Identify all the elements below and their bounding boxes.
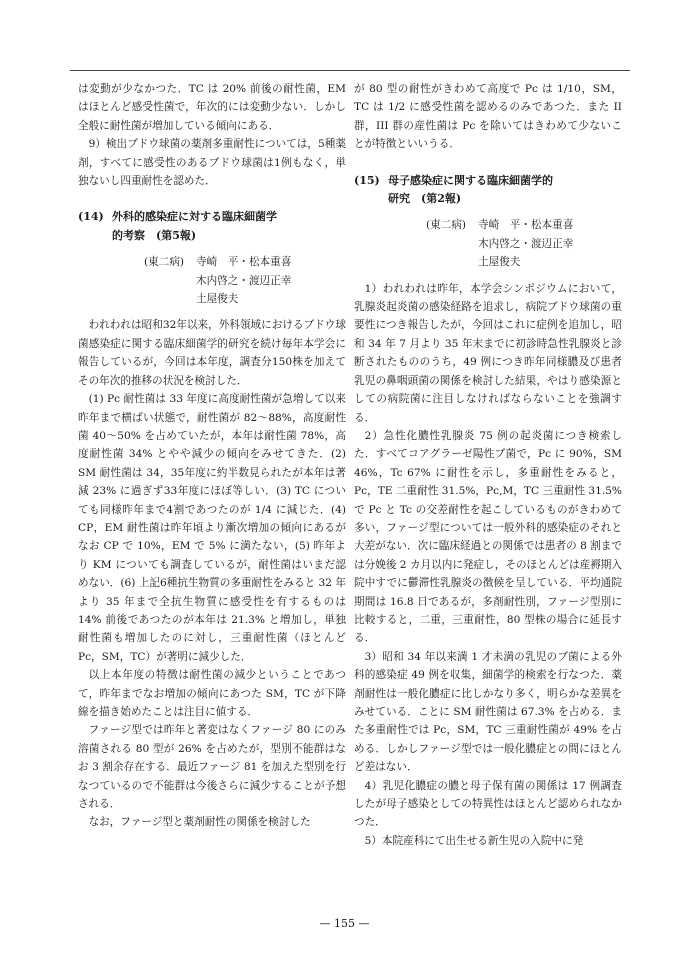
section-title-line-1: 外科的感染症に対する臨床細菌学 bbox=[112, 210, 277, 224]
right-column bbox=[354, 80, 622, 850]
page-number: — 155 — bbox=[319, 917, 370, 930]
section-title-line-2: 的考察 (第5報) bbox=[112, 228, 197, 242]
section-heading-15 bbox=[354, 172, 622, 209]
section-heading-14 bbox=[78, 208, 346, 245]
affiliation: (東二病) bbox=[144, 256, 185, 269]
spacer bbox=[354, 272, 622, 280]
section-title-line-1: 母子感染症に関する臨床細菌学的 bbox=[388, 173, 553, 187]
spacer bbox=[78, 245, 346, 253]
spacer bbox=[354, 154, 622, 172]
left-paragraph-4: (1) Pc 耐性菌は 33 年度に高度耐性菌が急増して以来昨年まで横ばい状態で，耐性菌が 82〜88%，高度耐性菌 40〜50% を占めていたが，本年は耐性菌 78%，高度耐性菌 34% とやや減少の傾向をみせてきた．(2) SM 耐性菌は 34，35年度に約半数見られたが本年は著減 23% に過ぎず33年度にほぼ等しい．(3) TC についても同様昨年まで4割であつたのが 1/4 に減じた．(4) CP，EM 耐性菌は昨年頃より漸次増加の傾向にあるがなお CP で 10%，EM で 5% に満たない，(5) 昨年より KM についても調査しているが，耐性菌はいまだ認めない．(6) 上記6種抗生物質の多重耐性をみると 32 年より 35 年まで全抗生物質に感受性を有するものは 14% 前後であつたのが本年は 21.3% と増加し，単独耐性菌も増加したのに対し，三重耐性菌（ほとんど Pc，SM，TC）が著明に減少した． bbox=[78, 393, 346, 663]
left-paragraph-1: は変動が少なかつた．TC は 20% 前後の耐性菌，EM はほとんど感受性菌で，年次的には変動少ない．しかし全般に耐性菌が増加している傾向にある． bbox=[78, 83, 346, 132]
spacer bbox=[78, 190, 346, 208]
left-column bbox=[78, 80, 346, 832]
author-line-3: 土屋俊夫 bbox=[478, 256, 521, 269]
author-block bbox=[354, 216, 622, 271]
author-block bbox=[78, 253, 346, 308]
author-line-2: 木内啓之・渡辺正幸 bbox=[196, 274, 292, 287]
right-paragraph-6: 5）本院産科にて出生せる新生児の入院中に発 bbox=[364, 834, 584, 847]
section-number: (15) bbox=[354, 173, 380, 187]
right-paragraph-2: 1）われわれは昨年，本学会シンポジウムにおいて，乳腺炎起炎菌の感染経路を追求し，病院ブドウ球菌の重要性につき報告したが，今回はこれに症例を追加し，昭和 34 年 7 月より 35 年末までに初診時急性乳腺炎と診断されたもののうち，49 例につき昨年同様膿及び患者乳児の鼻咽頭菌の関係を検討した結果，やはり感染源としての病院菌に注目しなければならないことを強調する． bbox=[354, 282, 622, 424]
left-paragraph-2: 9）検出ブドウ球菌の薬剤多重耐性については，5種薬剤，すべてに感受性のあるブドウ球菌は1例もなく，単独ないし四重耐性を認めた． bbox=[78, 138, 346, 188]
section-title-line-2: 研究 (第2報) bbox=[388, 192, 462, 206]
spacer bbox=[354, 208, 622, 216]
left-paragraph-3: われわれは昭和32年以来，外科領域におけるブドウ球菌感染症に関する臨床細菌学的研究を続け毎年本学会に報告しているが，今回は本年度，調査分150株を加えてその年次的推移の状況を検討した． bbox=[78, 319, 346, 387]
author-line-1: 寺崎 平・松本重喜 bbox=[478, 219, 574, 232]
right-paragraph-3: 2）急性化膿性乳腺炎 75 例の起炎菌につき検索した．すべてコアグラーゼ陽性ブ菌で，Pc に 90%，SM 46%，Tc 67% に耐性を示し，多重耐性をみると，Pc，TE 二重耐性 31.5%，Pc,M，TC 三重耐性 31.5% で Pc と Tc の交差耐性を起こしているものがきわめて多い，ファージ型については一般外科的感染症のそれと大差がない．次に臨床経過との関係では患者の 8 割までは分娩後 2 カ月以内に発症し，そのほとんどは産褥期入院中すでに鬱滞性乳腺炎の徴候を呈している．平均通院期間は 16.8 日であるが，多剤耐性別，ファージ型別に比較すると，二重，三重耐性，80 型株の場合に延長する． bbox=[354, 429, 622, 645]
author-line-3: 土屋俊夫 bbox=[196, 293, 239, 306]
left-paragraph-5: 以上本年度の特徴は耐性菌の減少ということであつて，昨年までなお増加の傾向にあつた SM，TC が下降線を描き始めたことは注目に値する． bbox=[78, 669, 346, 718]
section-number: (14) bbox=[78, 210, 104, 224]
right-paragraph-5: 4）乳児化膿症の膿と母子保有菌の関係は 17 例調査したが母子感染としての特異性はほとんど認められなかつた． bbox=[354, 779, 622, 829]
left-paragraph-7: なお，ファージ型と薬剤耐性の関係を検討した bbox=[88, 816, 311, 829]
author-line-1: 寺崎 平・松本重喜 bbox=[196, 256, 292, 269]
right-paragraph-4: 3）昭和 34 年以来満 1 才未満の乳児のブ菌による外科的感染症 49 例を収集，細菌学的検索を行なつた．薬剤耐性は一般化膿症に比しかなり多く，明らかな差異をみせている．ことに SM 耐性菌は 67.3% を占める．また多重耐性では Pc，SM，TC 三重耐性菌が 49% を占める．しかしファージ型では一般化膿症との間にほとんど差はない． bbox=[354, 650, 622, 774]
header-rule bbox=[70, 70, 630, 71]
right-paragraph-1: が 80 型の耐性がきわめて高度で Pc は 1/10，SM，TC は 1/2 に感受性菌を認めるのみであつた．また II 群，III 群の産性菌は Pc を除いてはきわめて少ないことが特徴といいうる． bbox=[354, 83, 622, 151]
author-line-2: 木内啓之・渡辺正幸 bbox=[478, 237, 574, 250]
left-paragraph-6: ファージ型では昨年と著変はなくファージ 80 にのみ溶菌される 80 型が 26% を占めたが，型別不能群はなお 3 割余存在する．最近ファージ 81 を加えた型別を行なつているので不能群は今後さらに減少することが予想される． bbox=[78, 724, 346, 811]
affiliation: (東二病) bbox=[426, 219, 467, 232]
spacer bbox=[78, 308, 346, 316]
